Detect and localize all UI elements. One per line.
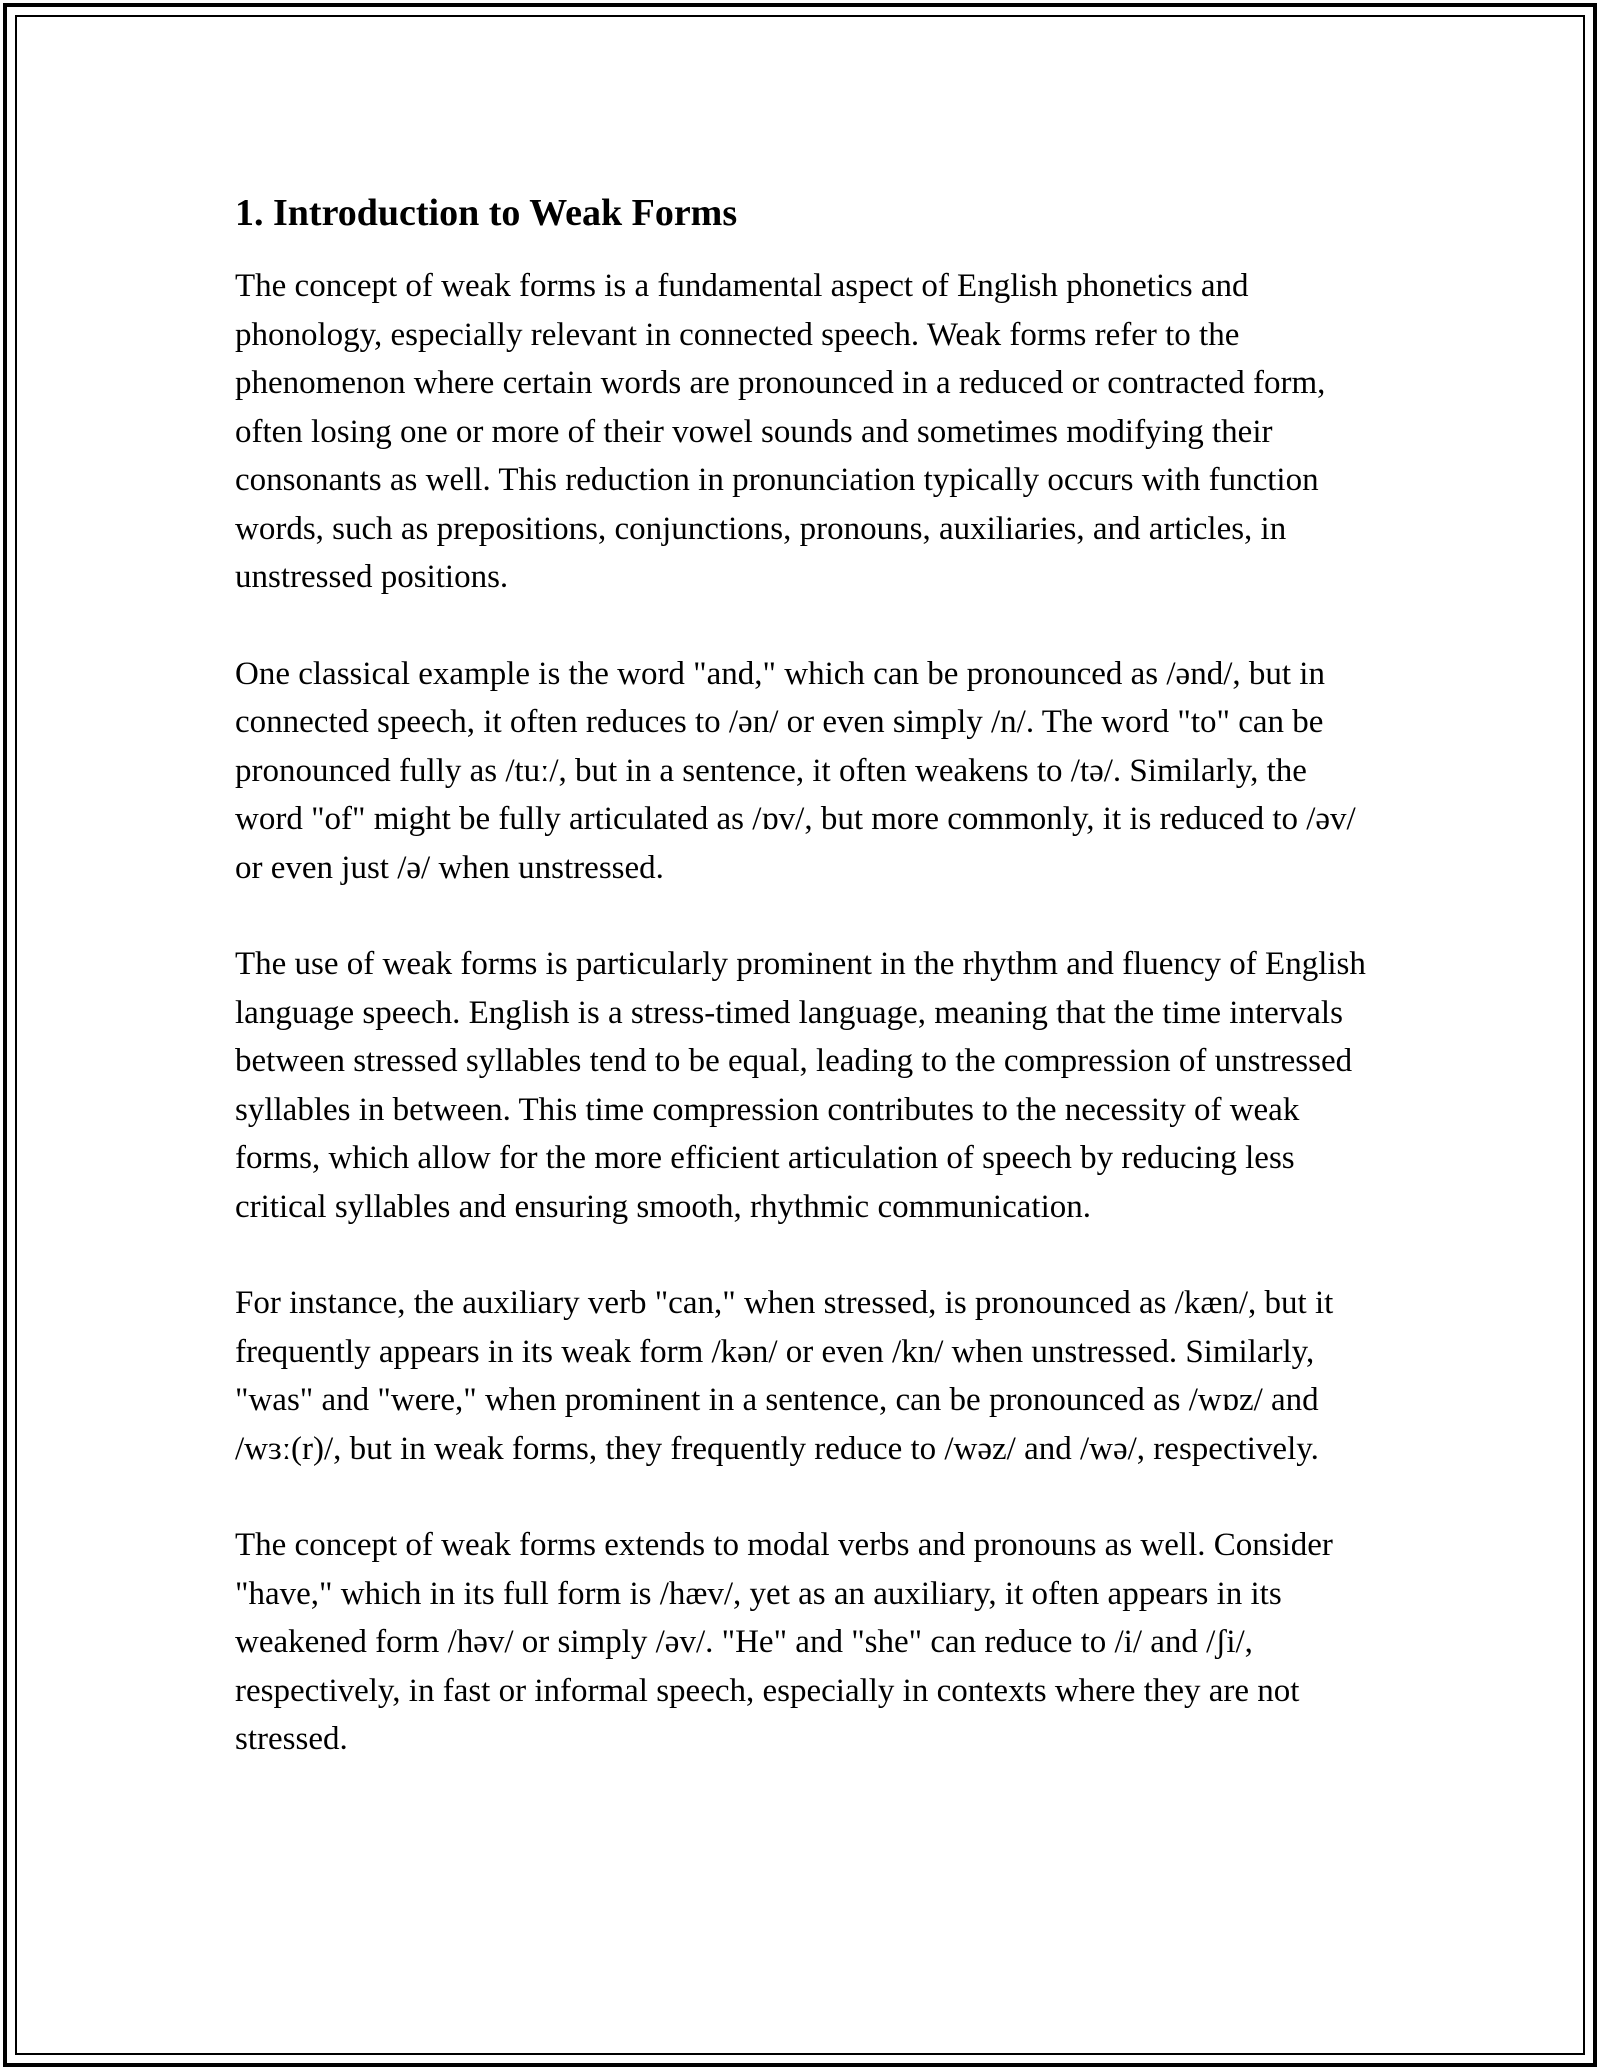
paragraph-examples-and-to-of: One classical example is the word "and," which can be pronounced as /ənd/, but in connected speech, it often reduces to /ən/ or even simply /n/. The word "to" can be pronounced fully as /tuː/, but in a sentence, it often weakens to /tə/. Similarly, the word "of" might be fully articulated as /ɒv/, but more commonly, it is reduced to /əv/ or even just /ə/ when unstressed. (235, 655, 1356, 886)
paragraph-rhythm-fluency: The use of weak forms is particularly prominent in the rhythm and fluency of English language speech. English is a stress-timed language, meaning that the time intervals between stressed syllables tend to be equal, leading to the compression of unstressed syllables in between. This time compression contributes to the necessity of weak forms, which allow for the more efficient articulation of speech by reducing less critical syllables and ensuring smooth, rhythmic communication. (235, 946, 1366, 1225)
paragraph-modals-pronouns: The concept of weak forms extends to modal verbs and pronouns as well. Consider "have," which in its full form is /hæv/, yet as an auxiliary, it often appears in its weakened form /həv/ or simply /əv/. "He" and "she" can reduce to /i/ and /ʃi/, respectively, in fast or informal speech, especially in contexts where they are not stressed. (235, 1527, 1333, 1757)
section-heading: 1. Introduction to Weak Forms (235, 192, 738, 234)
paragraph-intro: The concept of weak forms is a fundamental aspect of English phonetics and phonology, especially relevant in connected speech. Weak forms refer to the phenomenon where certain words are pronounced in a reduced or contracted form, often losing one or more of their vowel sounds and sometimes modifying their consonants as well. This reduction in pronunciation typically occurs with function words, such as prepositions, conjunctions, pronouns, auxiliaries, and articles, in unstressed positions. (235, 268, 1326, 595)
paragraph-auxiliary-verbs: For instance, the auxiliary verb "can," when stressed, is pronounced as /kæn/, but it frequently appears in its weak form /kən/ or even /kn/ when unstressed. Similarly, "was" and "were," when prominent in a sentence, can be pronounced as /wɒz/ and /wɜː(r)/, but in weak forms, they frequently reduce to /wəz/ and /wə/, respectively. (235, 1285, 1334, 1467)
document-body (235, 190, 1375, 1812)
